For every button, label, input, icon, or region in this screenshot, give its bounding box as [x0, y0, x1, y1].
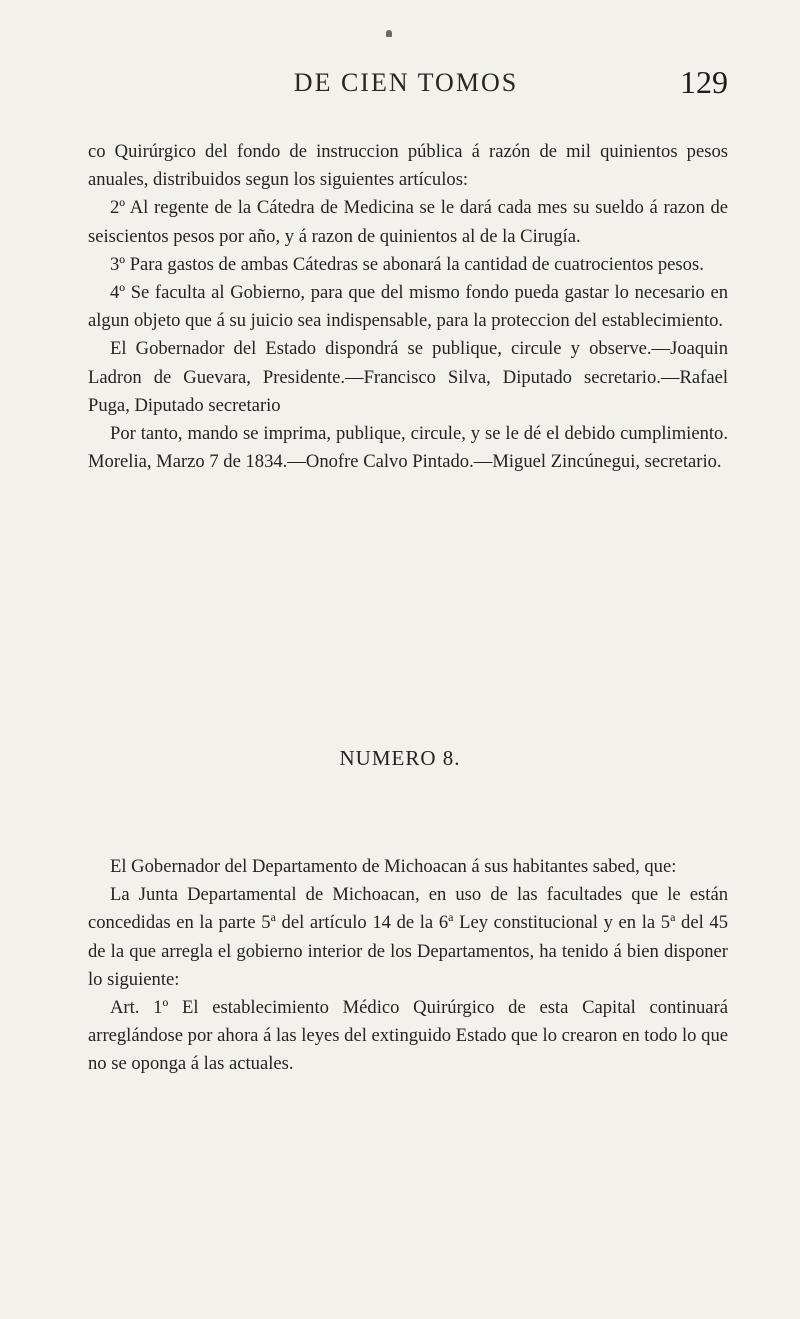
paragraph-junta — [88, 881, 728, 994]
running-title: DE CIEN TOMOS — [293, 68, 519, 97]
paragraph-opening: co Quirúrgico del fondo de instruccion pública á razón de mil quinientos pesos anuales, distribuidos segun los siguientes artículos: — [88, 141, 728, 191]
printing-mark — [386, 30, 392, 37]
superscript-a-3: a — [670, 910, 676, 925]
decree-number-8 — [88, 853, 728, 1079]
junta-text-part-3: Ley constitucional y en la 5 — [453, 912, 671, 934]
paragraph-governor-address: El Gobernador del Departamento de Michoacan á sus habitantes sabed, que: — [110, 856, 677, 877]
paragraph-signatures: El Gobernador del Estado dispondrá se publique, circule y observe.—Joaquin Ladron de Guevara, Presidente.—Francisco Silva, Diputado secretario.—Rafael Puga, Diputado secretario — [88, 338, 728, 416]
section-heading: NUMERO 8. — [339, 746, 461, 770]
article-3: 3º Para gastos de ambas Cátedras se abonará la cantidad de cuatrocientos pesos. — [110, 253, 704, 275]
article-4: 4º Se faculta al Gobierno, para que del mismo fondo pueda gastar lo necesario en algun objeto que á su juicio sea indispensable, para la proteccion del establecimiento. — [88, 282, 728, 332]
article-2: 2º Al regente de la Cátedra de Medicina se le dará cada mes su sueldo á razon de seiscientos pesos por año, y á razon de quinientos al de la Cirugía. — [88, 197, 728, 247]
superscript-a-1: a — [270, 910, 276, 925]
superscript-a-2: a — [448, 910, 454, 925]
junta-text-part-2: del artículo 14 de la 6 — [275, 912, 449, 934]
page-number: 129 — [680, 64, 728, 100]
article-1: Art. 1º El establecimiento Médico Quirúrgico de esta Capital continuará arreglándose por ahora á las leyes del extinguido Estado que lo crearon en todo lo que no se oponga á las actuales. — [88, 997, 728, 1075]
decree-continuation — [88, 138, 728, 476]
junta-text-part-4: del 45 de la que arregla el gobierno interior de los Departamentos, ha tenido á bien disponer lo siguiente: — [88, 912, 728, 990]
running-header — [84, 64, 728, 104]
paragraph-promulgation: Por tanto, mando se imprima, publique, circule, y se le dé el debido cumplimiento. Morelia, Marzo 7 de 1834.—Onofre Calvo Pintado.—Miguel Zincúnegui, secretario. — [88, 423, 728, 473]
junta-text-part-1: La Junta Departamental de Michoacan, en uso de las facultades que le están concedidas en la parte 5 — [88, 884, 728, 934]
